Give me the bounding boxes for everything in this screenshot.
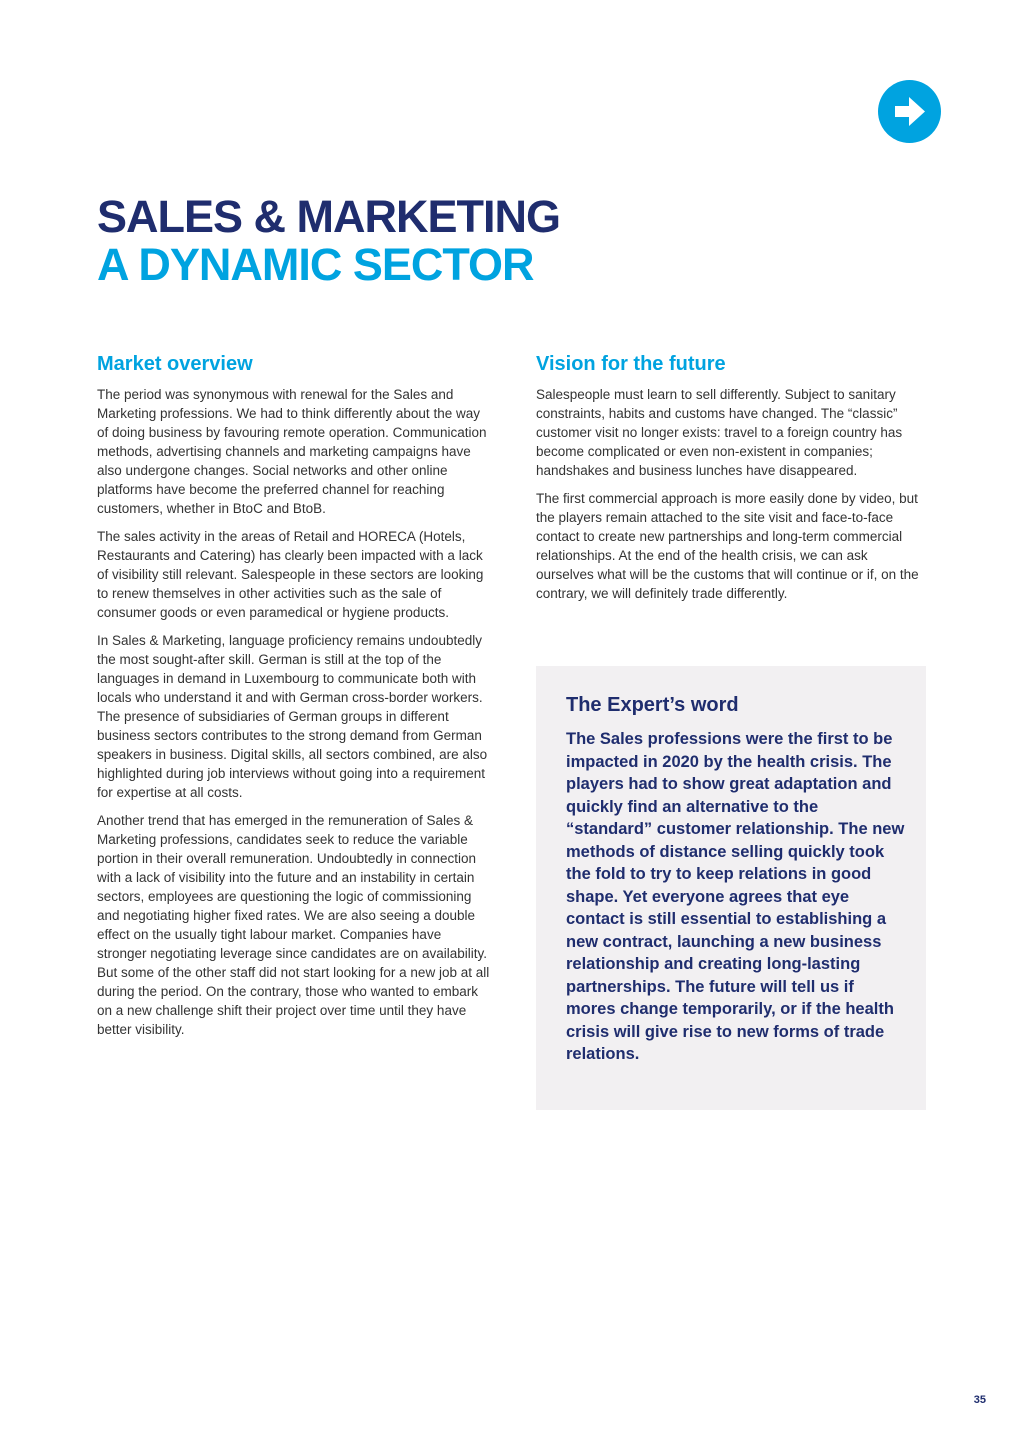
market-overview-heading: Market overview (97, 353, 253, 375)
next-page-button[interactable] (878, 80, 941, 143)
page-number: 35 (973, 1394, 986, 1406)
expert-word-box (536, 666, 926, 1110)
vision-section (536, 351, 921, 612)
market-overview-paragraph: The period was synonymous with renewal for the Sales and Marketing professions. We had to think differently about the way of doing business by favouring remote operation. Communication methods, advertising channels and marketing campaigns have also undergone changes. Social networks and other online platforms have become the preferred channel for reaching customers, whether in BtoC and BtoB. (97, 387, 487, 516)
expert-word-text: The Sales professions were the first to be impacted in 2020 by the health crisis. The players had to show great adaptation and quickly find an alternative to the “standard” customer relationship. The new methods of distance selling quickly took the fold to try to keep relations in good shape. Yet everyone agrees that eye contact is still essential to establishing a new contract, launching a new business relationship and creating long-lasting partnerships. The future will tell us if mores change temporarily, or if the health crisis will give rise to new forms of trade relations. (566, 730, 905, 1063)
arrow-right-icon (878, 80, 941, 143)
vision-paragraph: Salespeople must learn to sell differently. Subject to sanitary constraints, habits and customs have changed. The “classic” customer visit no longer exists: travel to a foreign country has become complicated or even non-existent in companies; handshakes and business lunches have disappeared. (536, 387, 903, 478)
title-line-1: SALES & MARKETING (97, 191, 561, 242)
market-overview-paragraph: The sales activity in the areas of Retail and HORECA (Hotels, Restaurants and Catering) has clearly been impacted with a lack of visibility still relevant. Salespeople in these sectors are looking to renew themselves in other activities such as the sale of consumer goods or even paramedical or hygiene products. (97, 529, 484, 620)
title-line-2: A DYNAMIC SECTOR (97, 239, 534, 290)
expert-word-heading: The Expert’s word (566, 694, 739, 716)
vision-paragraph: The first commercial approach is more easily done by video, but the players remain attached to the site visit and face-to-face contact to create new partnerships and long-term commercial relationships. At the end of the health crisis, we can ask ourselves what will be the customs that will continue or if, on the contrary, we will definitely trade differently. (536, 491, 919, 601)
market-overview-paragraph: In Sales & Marketing, language proficiency remains undoubtedly the most sought-after skill. German is still at the top of the languages in demand in Luxembourg to communicate both with locals who understand it and with German cross-border workers. The presence of subsidiaries of German groups in different business sectors contributes to the strong demand from German speakers in business. Digital skills, all sectors combined, are also highlighted during job interviews without going into a requirement for expertise at all costs. (97, 633, 488, 800)
market-overview-paragraph: Another trend that has emerged in the remuneration of Sales & Marketing professions, candidates seek to reduce the variable portion in their overall remuneration. Undoubtedly in connection with a lack of visibility into the future and an instability in certain sectors, employees are questioning the logic of commissioning and negotiating higher fixed rates. We are also seeing a double effect on the usually tight labour market. Companies have stronger negotiating leverage since candidates are on availability. But some of the other staff did not start looking for a new job at all during the period. On the contrary, those who wanted to embark on a new challenge shift their project over time until they have better visibility. (97, 813, 490, 1037)
vision-heading: Vision for the future (536, 353, 726, 375)
page-title (97, 193, 560, 289)
market-overview-section (97, 351, 492, 1048)
